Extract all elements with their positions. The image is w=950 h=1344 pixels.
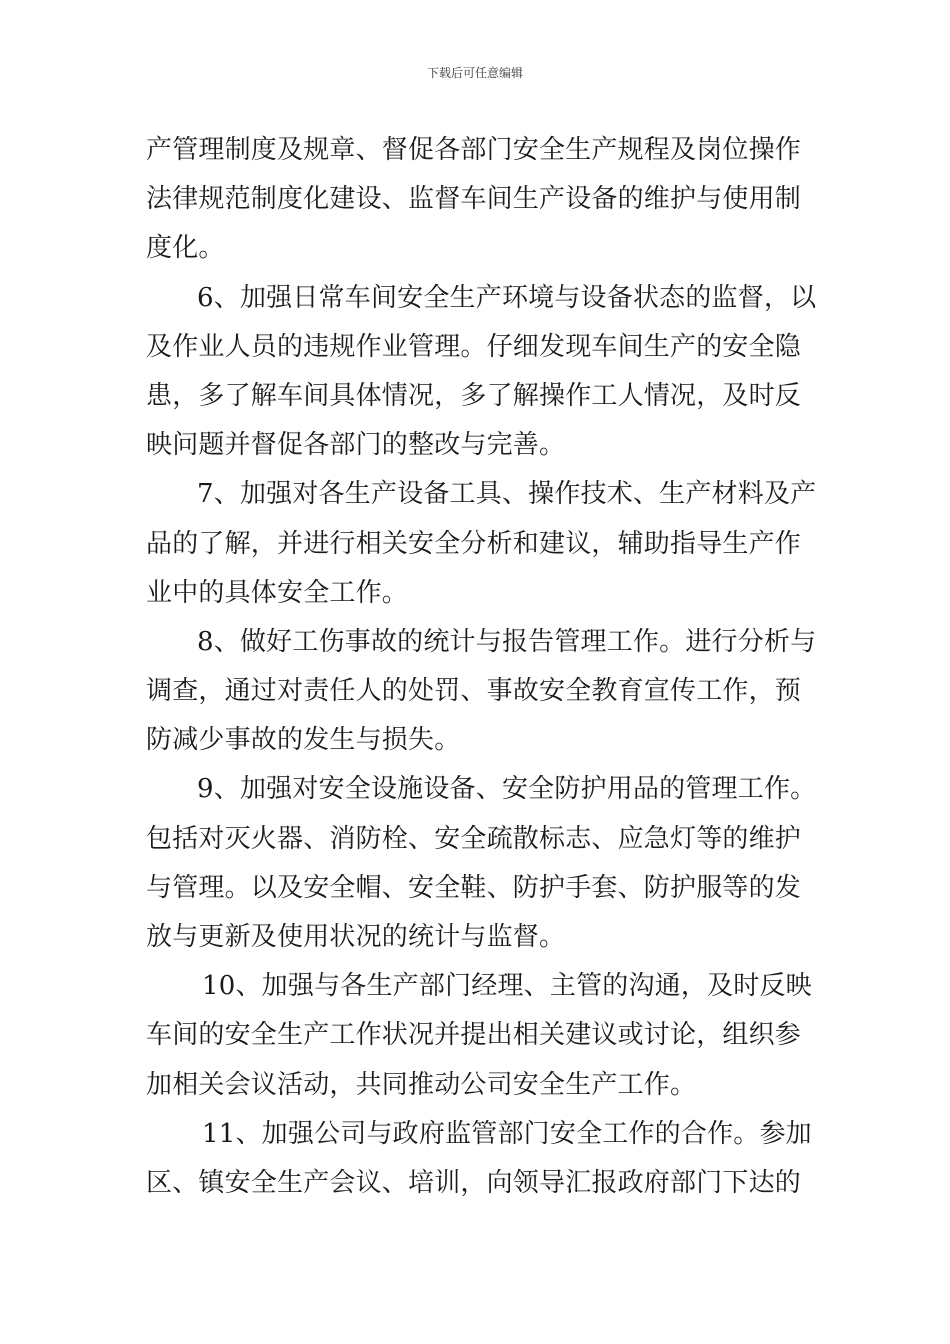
text-line: 放与更新及使用状况的统计与监督。 [146, 922, 566, 952]
text-line: 产管理制度及规章、督促各部门安全生产规程及岗位操作 [146, 135, 802, 165]
text-line: 区、镇安全生产会议、培训，向领导汇报政府部门下达的 [146, 1167, 802, 1198]
text-line: 品的了解，并进行相关安全分析和建议，辅助指导生产作 [146, 528, 802, 559]
text-line: 映问题并督促各部门的整改与完善。 [146, 430, 566, 461]
paragraph-11-first-line: 11、加强公司与政府监管部门安全工作的合作。参加 [202, 1118, 812, 1149]
paragraph-6-first-line: 6、加强日常车间安全生产环境与设备状态的监督，以 [197, 282, 817, 313]
body-text [146, 126, 817, 1208]
paragraph-9-first-line: 9、加强对安全设施设备、安全防护用品的管理工作。 [197, 774, 817, 805]
text-line: 患，多了解车间具体情况，多了解操作工人情况，及时反 [146, 380, 802, 411]
text-line: 法律规范制度化建设、监督车间生产设备的维护与使用制 [146, 184, 802, 215]
text-line: 业中的具体安全工作。 [146, 577, 409, 608]
text-line: 及作业人员的违规作业管理。仔细发现车间生产的安全隐 [146, 331, 802, 362]
text-line: 防减少事故的发生与损失。 [146, 725, 461, 756]
paragraph-8-first-line: 8、做好工伤事故的统计与报告管理工作。进行分析与 [197, 626, 817, 657]
paragraph-10-first-line: 10、加强与各生产部门经理、主管的沟通，及时反映 [202, 971, 812, 1002]
text-line: 车间的安全生产工作状况并提出相关建议或讨论，组织参 [146, 1020, 802, 1051]
text-line: 调查，通过对责任人的处罚、事故安全教育宣传工作，预 [146, 676, 802, 707]
page-header: 下载后可任意编辑 [426, 66, 523, 80]
text-line: 包括对灭火器、消防栓、安全疏散标志、应急灯等的维护 [146, 823, 802, 854]
text-line: 加相关会议活动，共同推动公司安全生产工作。 [146, 1069, 697, 1100]
text-line: 与管理。以及安全帽、安全鞋、防护手套、防护服等的发 [146, 872, 802, 903]
text-line: 度化。 [146, 233, 225, 264]
paragraph-7-first-line: 7、加强对各生产设备工具、操作技术、生产材料及产 [197, 479, 817, 510]
